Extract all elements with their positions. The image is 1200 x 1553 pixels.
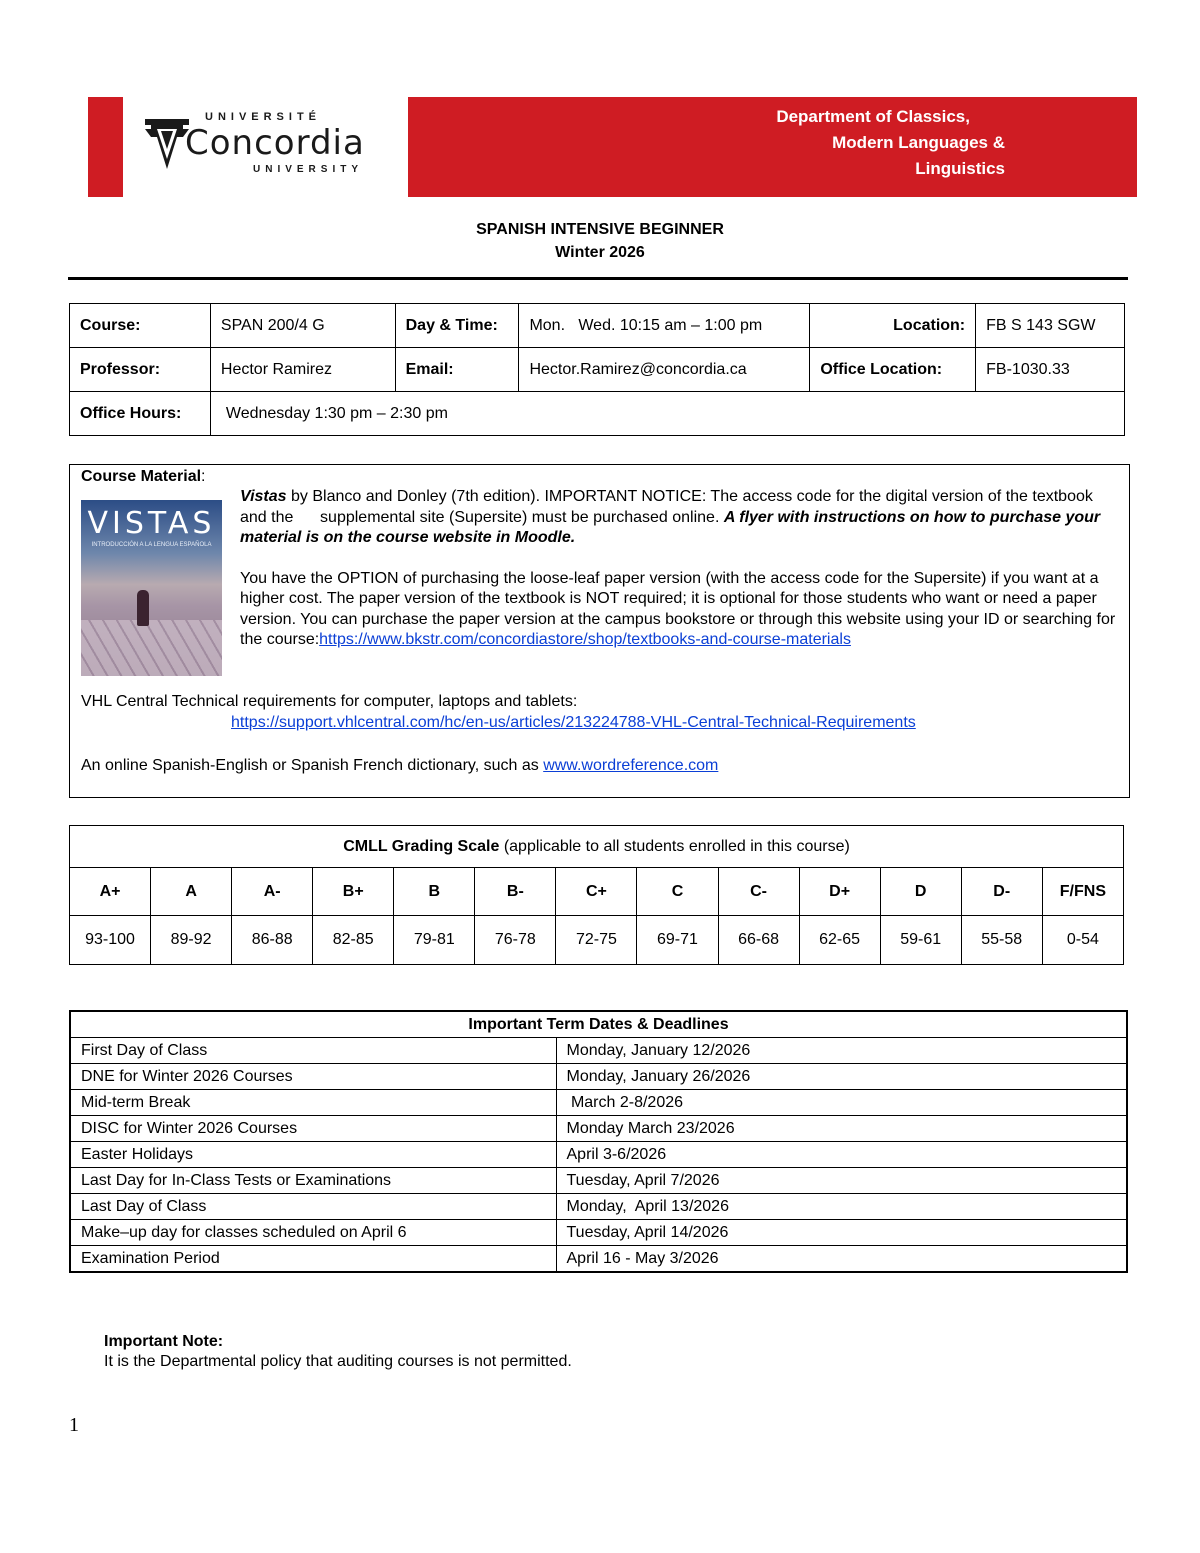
grade-letter: A- [232, 868, 313, 916]
date-row [70, 1246, 1127, 1273]
location-label: Location: [810, 304, 976, 348]
grading-scale-table [69, 825, 1124, 965]
date-event: Last Day of Class [70, 1194, 556, 1220]
date-row [70, 1038, 1127, 1064]
date-row [70, 1064, 1127, 1090]
grade-letter: B+ [313, 868, 394, 916]
professor-name: Hector Ramirez [210, 348, 395, 392]
date-event: Easter Holidays [70, 1142, 556, 1168]
office-hours-value: Wednesday 1:30 pm – 2:30 pm [210, 392, 1124, 436]
grade-range: 72-75 [556, 916, 637, 965]
date-row [70, 1142, 1127, 1168]
title-divider [68, 277, 1128, 280]
course-material-box [69, 464, 1130, 798]
date-value: Tuesday, April 7/2026 [556, 1168, 1127, 1194]
location-value: FB S 143 SGW [976, 304, 1125, 348]
grade-letter: D [880, 868, 961, 916]
material-requirements [81, 691, 1111, 776]
date-value: April 16 - May 3/2026 [556, 1246, 1127, 1273]
date-event: DISC for Winter 2026 Courses [70, 1116, 556, 1142]
day-time-value: Mon. Wed. 10:15 am – 1:00 pm [519, 304, 810, 348]
university-logo [123, 97, 408, 197]
logo-top-text: UNIVERSITÉ [205, 111, 322, 123]
important-note-body: It is the Departmental policy that auditing courses is not permitted. [104, 1353, 572, 1370]
grade-range: 93-100 [70, 916, 151, 965]
term-dates-table [69, 1010, 1128, 1273]
office-hours-label: Office Hours: [70, 392, 211, 436]
grade-range: 59-61 [880, 916, 961, 965]
grading-scale-title: CMLL Grading Scale (applicable to all students enrolled in this course) [70, 826, 1124, 868]
grade-letter: F/FNS [1042, 868, 1123, 916]
email-value[interactable]: Hector.Ramirez@concordia.ca [519, 348, 810, 392]
cover-figure [137, 590, 149, 626]
email-label: Email: [395, 348, 519, 392]
grade-letter: D- [961, 868, 1042, 916]
date-row [70, 1168, 1127, 1194]
grade-range: 79-81 [394, 916, 475, 965]
course-label: Course: [70, 304, 211, 348]
vhl-requirements-link[interactable]: https://support.vhlcentral.com/hc/en-us/articles/213224788-VHL-Central-Technical-Requirements [231, 714, 916, 731]
course-info-table [69, 303, 1125, 436]
date-event: Mid-term Break [70, 1090, 556, 1116]
grade-letter: B [394, 868, 475, 916]
date-value: April 3-6/2026 [556, 1142, 1127, 1168]
date-value: Monday, April 13/2026 [556, 1194, 1127, 1220]
date-event: First Day of Class [70, 1038, 556, 1064]
office-location-label: Office Location: [810, 348, 976, 392]
office-location-value: FB-1030.33 [976, 348, 1125, 392]
dept-line-3: Linguistics [915, 159, 1005, 178]
dept-line-2: Modern Languages & [832, 133, 1005, 152]
date-row [70, 1194, 1127, 1220]
important-note-title: Important Note: [104, 1333, 224, 1350]
date-value: Tuesday, April 14/2026 [556, 1220, 1127, 1246]
date-value: March 2-8/2026 [556, 1090, 1127, 1116]
date-event: DNE for Winter 2026 Courses [70, 1064, 556, 1090]
cover-title: VISTAS [87, 506, 216, 541]
dictionary-text: An online Spanish-English or Spanish French dictionary, such as [81, 757, 544, 774]
grade-letter: A [151, 868, 232, 916]
grade-range: 66-68 [718, 916, 799, 965]
course-material-label: Course Material: [81, 468, 206, 485]
logo-bottom-text: UNIVERSITY [253, 164, 364, 175]
shield-logo-icon [143, 115, 191, 171]
grade-range: 82-85 [313, 916, 394, 965]
date-row [70, 1090, 1127, 1116]
grade-letter: A+ [70, 868, 151, 916]
term-title: Winter 2026 [555, 244, 645, 261]
paper-option-text: You have the OPTION of purchasing the loose-leaf paper version (with the access code for the Supersite) if you want at a higher cost. The paper version of the textbook is NOT required; it is optional for those students who want or need a paper version. You can purchase the paper version at the campus bookstore or through this website using your ID or searching for the course: [240, 569, 1116, 648]
date-event: Last Day for In-Class Tests or Examinations [70, 1168, 556, 1194]
grade-range: 62-65 [799, 916, 880, 965]
grade-letter: C [637, 868, 718, 916]
grade-range: 69-71 [637, 916, 718, 965]
date-value: Monday March 23/2026 [556, 1116, 1127, 1142]
book-title: Vistas [240, 488, 287, 505]
grade-letters-row [70, 868, 1124, 916]
day-time-label: Day & Time: [395, 304, 519, 348]
textbook-cover-image [81, 500, 222, 676]
date-event: Examination Period [70, 1246, 556, 1273]
vhl-text: VHL Central Technical requirements for computer, laptops and tablets: [81, 693, 578, 710]
logo-main-text: Concordia [185, 123, 365, 163]
date-value: Monday, January 26/2026 [556, 1064, 1127, 1090]
grade-ranges-row [70, 916, 1124, 965]
grade-range: 89-92 [151, 916, 232, 965]
grade-range: 55-58 [961, 916, 1042, 965]
grade-letter: B- [475, 868, 556, 916]
date-value: Monday, January 12/2026 [556, 1038, 1127, 1064]
department-name [685, 104, 1005, 182]
dept-line-1: Department of Classics, [776, 107, 970, 126]
grade-letter: D+ [799, 868, 880, 916]
material-notice: by Blanco and Donley (7th edition). IMPORTANT NOTICE: The access code for the digital version of the textbook and the supplemental site (Supersite) must be purchased online. [240, 488, 1098, 526]
grade-range: 76-78 [475, 916, 556, 965]
professor-label: Professor: [70, 348, 211, 392]
grade-letter: C+ [556, 868, 637, 916]
date-row [70, 1220, 1127, 1246]
flyer-notice: A flyer with instructions on how to purchase your material is on the course website in Moodle. [240, 508, 1105, 546]
bookstore-link[interactable]: https://www.bkstr.com/concordiastore/shop/textbooks-and-course-materials [319, 631, 851, 648]
cover-salt-flats [81, 620, 222, 676]
wordreference-link[interactable]: www.wordreference.com [543, 757, 719, 774]
course-code: SPAN 200/4 G [210, 304, 395, 348]
cover-subtitle: INTRODUCCIÓN A LA LENGUA ESPAÑOLA [91, 542, 212, 548]
course-title: SPANISH INTENSIVE BEGINNER [476, 221, 724, 238]
material-description [240, 487, 1120, 651]
term-dates-title: Important Term Dates & Deadlines [70, 1011, 1127, 1038]
date-row [70, 1116, 1127, 1142]
page-number: 1 [69, 1414, 79, 1436]
grade-letter: C- [718, 868, 799, 916]
date-event: Make–up day for classes scheduled on April 6 [70, 1220, 556, 1246]
grade-range: 86-88 [232, 916, 313, 965]
grade-range: 0-54 [1042, 916, 1123, 965]
